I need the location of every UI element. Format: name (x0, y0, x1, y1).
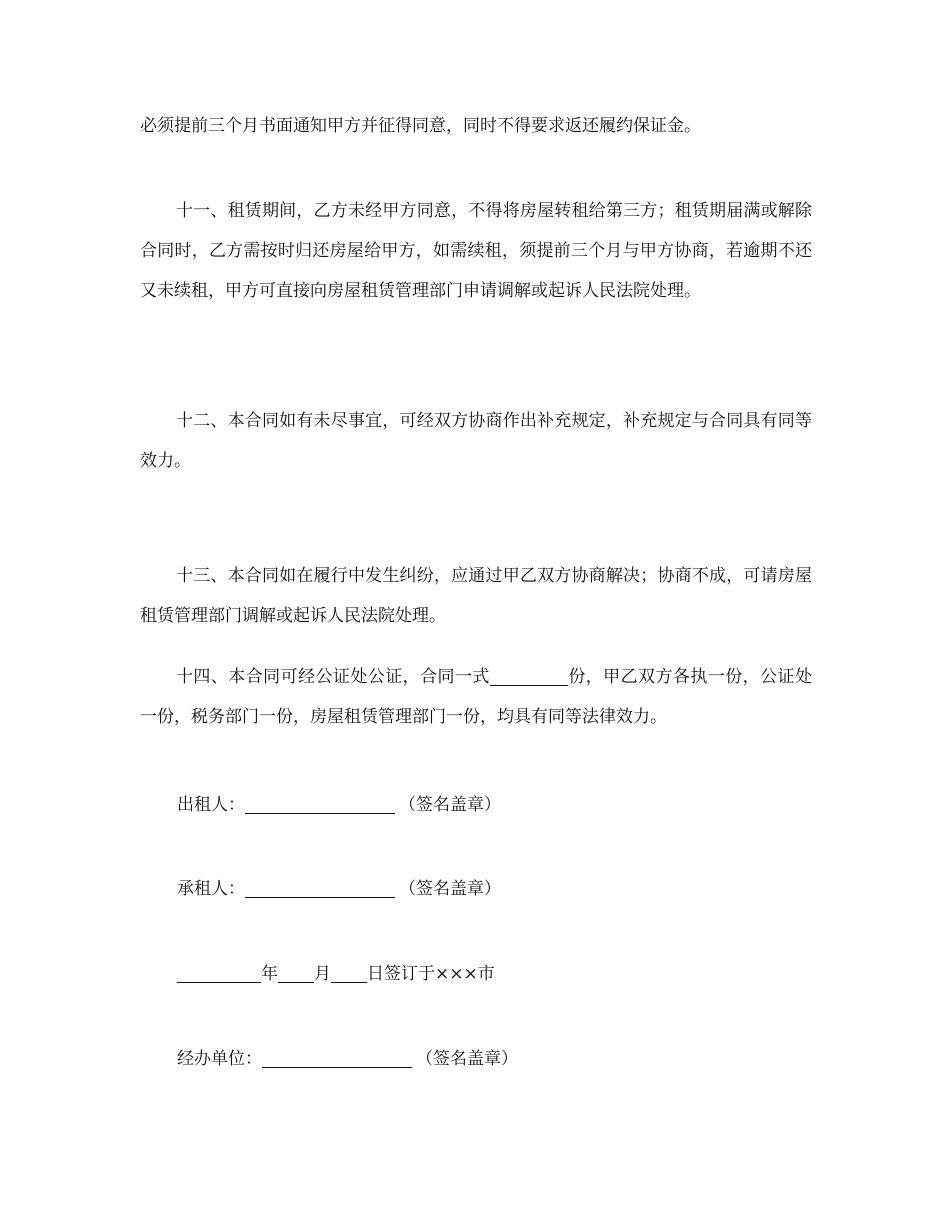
year-blank (177, 960, 261, 983)
month-label: 月 (314, 964, 331, 984)
lessor-signature-line (177, 785, 501, 825)
agency-signature-line (177, 1039, 518, 1079)
copies-blank (490, 663, 568, 686)
agency-label: 经办单位： (177, 1049, 262, 1069)
lessee-signature-line (177, 869, 501, 909)
agency-seal-note: （签名盖章） (416, 1049, 518, 1069)
lessee-label: 承租人： (177, 879, 245, 899)
clause-14 (140, 657, 812, 737)
clause-11: 十一、租赁期间，乙方未经甲方同意，不得将房屋转租给第三方；租赁期届满或解除合同时，乙方需按时归还房屋给甲方，如需续租，须提前三个月与甲方协商，若逾期不还又未续租，甲方可直接向房屋租赁管理部门申请调解或起诉人民法院处理。 (140, 201, 812, 301)
lessee-blank (245, 875, 395, 898)
agency-blank (262, 1045, 412, 1068)
paragraph-continuation: 必须提前三个月书面通知甲方并征得同意，同时不得要求返还履约保证金。 (140, 116, 701, 136)
lessee-seal-note: （签名盖章） (399, 879, 501, 899)
lessor-blank (245, 791, 395, 814)
clause-12: 十二、本合同如有未尽事宜，可经双方协商作出补充规定，补充规定与合同具有同等效力。 (140, 411, 812, 471)
month-blank (278, 960, 314, 983)
year-label: 年 (261, 964, 278, 984)
day-place-label: 日签订于×××市 (367, 964, 495, 984)
signing-date-line (177, 954, 495, 994)
lessor-seal-note: （签名盖章） (399, 795, 501, 815)
clause-14-text-b: 份，甲乙双方各执一份，公证处一份，税务部门一份，房屋租赁管理部门一份，均具有同等法律效力。 (140, 667, 812, 727)
clause-14-text-a: 十四、本合同可经公证处公证，合同一式 (176, 667, 490, 687)
day-blank (331, 960, 367, 983)
clause-13: 十三、本合同如在履行中发生纠纷，应通过甲乙双方协商解决；协商不成，可请房屋租赁管理部门调解或起诉人民法院处理。 (140, 566, 812, 626)
lessor-label: 出租人： (177, 795, 245, 815)
